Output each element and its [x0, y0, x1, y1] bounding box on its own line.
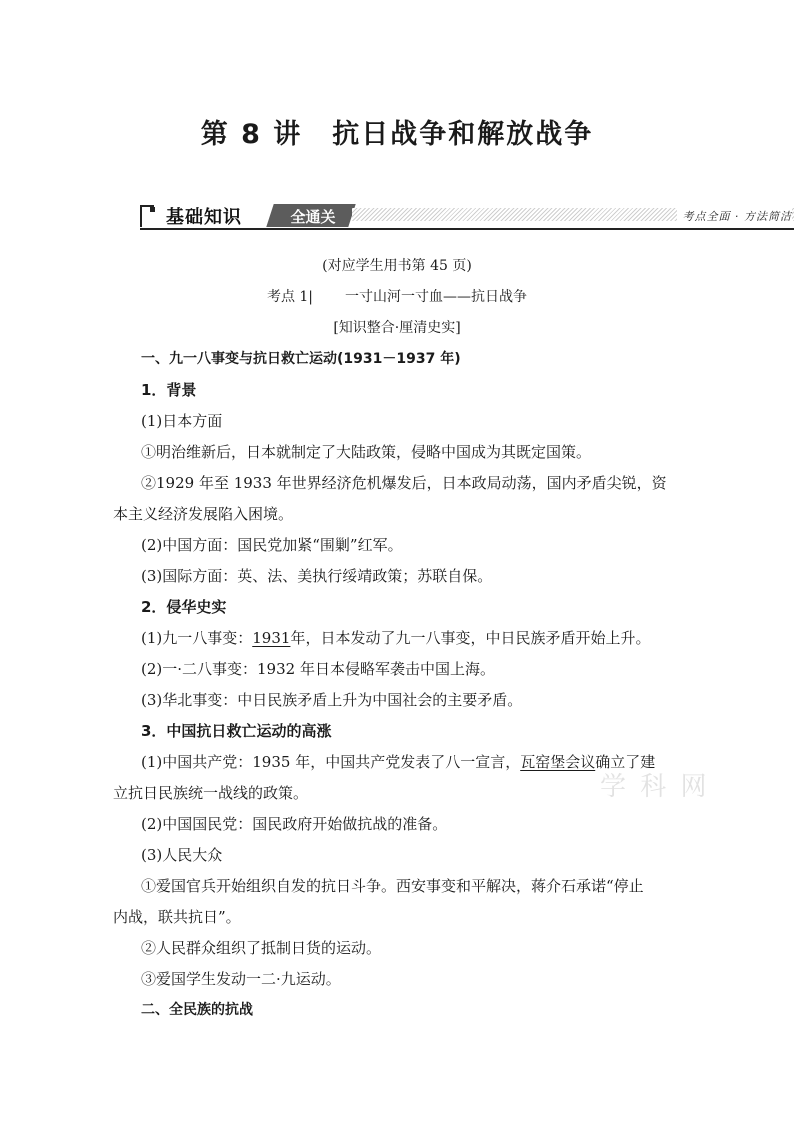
background-heading: 1．背景: [141, 381, 197, 399]
japan-point-2-line2: 本主义经济发展陷入困境。: [113, 505, 294, 523]
banner-main-label: 基础知识: [166, 207, 242, 228]
lecture-topic: 抗日战争和解放战争: [332, 119, 594, 150]
invasion-1-suffix: 年，日本发动了九一八事变，中日民族矛盾开始上升。: [290, 629, 651, 647]
banner-dot-icon: [150, 207, 155, 212]
banner-right-label: 考点全面 · 方法简洁: [677, 208, 793, 224]
section1-heading: 一、九一八事变与抗日救亡运动(1931－1937 年): [141, 351, 461, 367]
people-point-1-line2: 内战，联共抗日”。: [113, 908, 241, 926]
japan-heading: (1)日本方面: [141, 412, 223, 430]
section2-heading: 二、全民族的抗战: [141, 1002, 253, 1018]
invasion-point-2: (2)一·二八事变：1932 年日本侵略军袭击中国上海。: [141, 660, 495, 678]
ccp-line1: [141, 752, 655, 772]
banner-underline: [140, 228, 794, 230]
japan-point-2-line1: ②1929 年至 1933 年世界经济危机爆发后，日本政局动荡，国内矛盾尖锐，资: [141, 474, 667, 492]
section-banner: [140, 203, 794, 230]
people-point-2: ②人民群众组织了抵制日货的运动。: [141, 939, 382, 957]
people-heading: (3)人民大众: [141, 846, 223, 864]
kaodian-label: 考点 1|: [266, 289, 314, 305]
people-point-3: ③爱国学生发动一二·九运动。: [141, 970, 341, 988]
lecture-number: 第 8 讲: [200, 119, 303, 150]
kaodian-line: [0, 286, 794, 306]
ccp-prefix: (1)中国共产党：1935 年，中国共产党发表了八一宣言，: [141, 753, 521, 771]
invasion-1-year-blank: 1931: [252, 629, 291, 647]
knowledge-subheading: [知识整合·厘清史实]: [333, 320, 461, 336]
people-point-1-line1: ①爱国官兵开始组织自发的抗日斗争。西安事变和平解决，蒋介石承诺“停止: [141, 877, 644, 895]
book-reference: (对应学生用书第 45 页): [322, 258, 472, 274]
page-title: [0, 112, 794, 151]
kaodian-text: 一寸山河一寸血——抗日战争: [345, 289, 528, 305]
invasion-point-1: [141, 628, 650, 648]
invasion-point-3: (3)华北事变：中日民族矛盾上升为中国社会的主要矛盾。: [141, 691, 523, 709]
japan-point-1: ①明治维新后，日本就制定了大陆政策，侵略中国成为其既定国策。: [141, 443, 592, 461]
china-aspect: (2)中国方面：国民党加紧“围剿”红军。: [141, 536, 403, 554]
kmt-line: (2)中国国民党：国民政府开始做抗战的准备。: [141, 815, 448, 833]
international-aspect: (3)国际方面：英、法、美执行绥靖政策；苏联自保。: [141, 567, 493, 585]
ccp-line2: 立抗日民族统一战线的政策。: [113, 784, 309, 802]
ccp-meeting-blank: 瓦窑堡会议: [520, 753, 596, 771]
banner-tag-label: 全通关: [290, 208, 336, 226]
movement-heading: 3．中国抗日救亡运动的高涨: [141, 722, 332, 740]
watermark: 学 科 网: [600, 772, 710, 802]
invasion-heading: 2．侵华史实: [141, 598, 227, 616]
ccp-suffix: 确立了建: [595, 753, 656, 771]
invasion-1-prefix: (1)九一八事变：: [141, 629, 253, 647]
